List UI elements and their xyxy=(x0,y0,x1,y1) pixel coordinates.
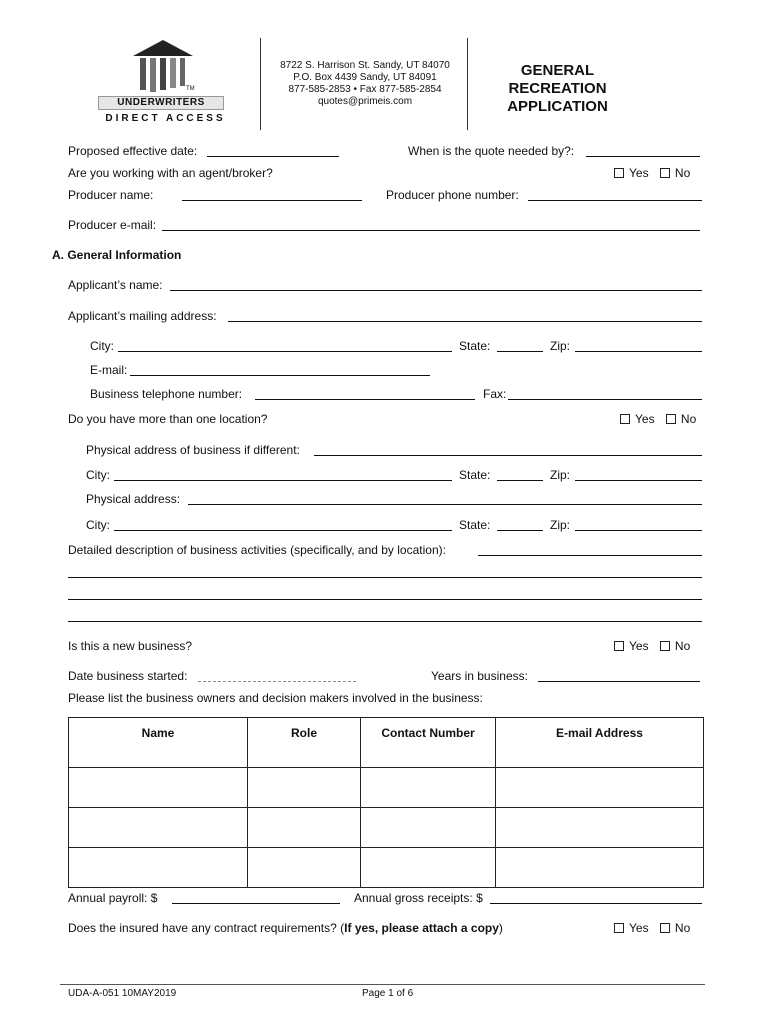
contract-yes-no xyxy=(614,921,690,935)
applicant-name-field[interactable] xyxy=(170,290,702,291)
new-business-yes-checkbox[interactable] xyxy=(614,641,624,651)
applicant-name-label: Applicant’s name: xyxy=(68,278,163,292)
table-row xyxy=(69,768,704,808)
gross-receipts-label: Annual gross receipts: $ xyxy=(354,891,483,905)
business-phone-label: Business telephone number: xyxy=(90,387,243,401)
footer-rule xyxy=(60,984,705,985)
header-divider-left xyxy=(260,38,261,130)
yes-label: Yes xyxy=(629,166,649,180)
physical-address-label: Physical address: xyxy=(86,492,181,506)
email-line: quotes@primeis.com xyxy=(317,96,413,107)
state-field[interactable] xyxy=(497,351,543,352)
contract-question xyxy=(68,921,503,935)
city-field[interactable] xyxy=(118,351,452,352)
contract-no-checkbox[interactable] xyxy=(660,923,670,933)
owner-contact-cell[interactable] xyxy=(361,848,496,888)
date-started-label: Date business started: xyxy=(68,669,188,683)
contract-attach-note: If yes, please attach a copy xyxy=(344,921,499,935)
contract-question-close: ) xyxy=(498,921,503,935)
zip-label: Zip: xyxy=(550,339,571,353)
locations-no-checkbox[interactable] xyxy=(666,414,676,424)
company-name-line2: DIRECT ACCESS xyxy=(105,113,226,124)
owners-table-header xyxy=(69,718,704,768)
annual-payroll-field[interactable] xyxy=(172,903,340,904)
header-divider-right xyxy=(467,38,468,130)
owner-role-cell[interactable] xyxy=(248,808,361,848)
city-label-2: City: xyxy=(86,468,110,482)
section-a-title: A. General Information xyxy=(52,248,182,262)
physical-if-different-field[interactable] xyxy=(314,455,702,456)
business-description-line[interactable] xyxy=(68,621,702,622)
contract-question-text: Does the insured have any contract requirements? ( xyxy=(68,921,345,935)
owners-table xyxy=(68,717,704,888)
locations-yes-no xyxy=(620,412,696,426)
column-role-header: Role xyxy=(248,718,361,768)
producer-phone-field[interactable] xyxy=(528,200,702,201)
fax-label: Fax: xyxy=(483,387,507,401)
state-label-3: State: xyxy=(459,518,491,532)
producer-name-label: Producer name: xyxy=(68,188,154,202)
column-email-header: E-mail Address xyxy=(496,718,704,768)
owner-name-cell[interactable] xyxy=(69,848,248,888)
mailing-address-label: Applicant’s mailing address: xyxy=(68,309,217,323)
no-label: No xyxy=(680,412,697,426)
yes-label: Yes xyxy=(629,639,649,653)
title-line: APPLICATION xyxy=(507,98,608,115)
yes-label: Yes xyxy=(629,921,649,935)
state-field-2[interactable] xyxy=(497,480,543,481)
new-business-yes-no xyxy=(614,639,690,653)
business-description-label: Detailed description of business activities (specifically, and by location): xyxy=(68,543,446,557)
quote-needed-label: When is the quote needed by?: xyxy=(408,144,575,158)
column-contact-header: Contact Number xyxy=(361,718,496,768)
agent-yes-checkbox[interactable] xyxy=(614,168,624,178)
new-business-no-checkbox[interactable] xyxy=(660,641,670,651)
city-label: City: xyxy=(90,339,114,353)
column-name-header: Name xyxy=(69,718,248,768)
new-business-question: Is this a new business? xyxy=(68,639,193,653)
more-locations-question: Do you have more than one location? xyxy=(68,412,268,426)
owner-name-cell[interactable] xyxy=(69,808,248,848)
locations-yes-checkbox[interactable] xyxy=(620,414,630,424)
phone-fax-line: 877-585-2853 • Fax 877-585-2854 xyxy=(288,84,442,95)
producer-name-field[interactable] xyxy=(182,200,362,201)
no-label: No xyxy=(674,166,691,180)
zip-label-2: Zip: xyxy=(550,468,571,482)
trademark: TM xyxy=(186,86,195,92)
effective-date-label: Proposed effective date: xyxy=(68,144,198,158)
zip-field[interactable] xyxy=(575,351,702,352)
city-field-3[interactable] xyxy=(114,530,452,531)
owner-email-cell[interactable] xyxy=(496,808,704,848)
email-field[interactable] xyxy=(130,375,430,376)
state-label: State: xyxy=(459,339,491,353)
page-number: Page 1 of 6 xyxy=(362,988,414,999)
fax-field[interactable] xyxy=(508,399,702,400)
table-row xyxy=(69,808,704,848)
company-logo xyxy=(88,38,248,130)
agent-question: Are you working with an agent/broker? xyxy=(68,166,273,180)
no-label: No xyxy=(674,639,691,653)
business-description-field[interactable] xyxy=(478,555,702,556)
address-line: 8722 S. Harrison St. Sandy, UT 84070 xyxy=(280,60,450,71)
owner-role-cell[interactable] xyxy=(248,848,361,888)
mailing-address-field[interactable] xyxy=(228,321,702,322)
owner-name-cell[interactable] xyxy=(69,768,248,808)
zip-field-2[interactable] xyxy=(575,480,702,481)
email-label: E-mail: xyxy=(90,363,128,377)
city-field-2[interactable] xyxy=(114,480,452,481)
title-line: GENERAL xyxy=(520,62,595,79)
address-line: P.O. Box 4439 Sandy, UT 84091 xyxy=(293,72,437,83)
company-address xyxy=(270,60,460,108)
physical-if-different-label: Physical address of business if different: xyxy=(86,443,300,457)
form-id: UDA-A-051 10MAY2019 xyxy=(68,988,177,999)
owner-contact-cell[interactable] xyxy=(361,768,496,808)
owner-email-cell[interactable] xyxy=(496,848,704,888)
state-field-3[interactable] xyxy=(497,530,543,531)
no-label: No xyxy=(674,921,691,935)
producer-email-label: Producer e-mail: xyxy=(68,218,157,232)
company-name-line1: UNDERWRITERS xyxy=(98,96,224,110)
yes-label: Yes xyxy=(635,412,655,426)
city-label-3: City: xyxy=(86,518,110,532)
owner-contact-cell[interactable] xyxy=(361,808,496,848)
quote-needed-field[interactable] xyxy=(586,156,700,157)
producer-email-field[interactable] xyxy=(162,230,700,231)
years-in-business-field[interactable] xyxy=(538,681,700,682)
title-line: RECREATION xyxy=(508,80,607,97)
business-description-line[interactable] xyxy=(68,577,702,578)
annual-payroll-label: Annual payroll: $ xyxy=(68,891,158,905)
state-label-2: State: xyxy=(459,468,491,482)
physical-address-field[interactable] xyxy=(188,504,702,505)
producer-phone-label: Producer phone number: xyxy=(386,188,519,202)
contract-yes-checkbox[interactable] xyxy=(614,923,624,933)
years-in-business-label: Years in business: xyxy=(431,669,528,683)
owner-email-cell[interactable] xyxy=(496,768,704,808)
zip-label-3: Zip: xyxy=(550,518,571,532)
business-phone-field[interactable] xyxy=(255,399,475,400)
business-description-line[interactable] xyxy=(68,599,702,600)
agent-no-checkbox[interactable] xyxy=(660,168,670,178)
date-started-field[interactable] xyxy=(198,681,356,682)
effective-date-field[interactable] xyxy=(207,156,339,157)
zip-field-3[interactable] xyxy=(575,530,702,531)
form-title xyxy=(470,62,645,116)
owner-role-cell[interactable] xyxy=(248,768,361,808)
owners-prompt: Please list the business owners and decision makers involved in the business: xyxy=(68,691,483,705)
table-row xyxy=(69,848,704,888)
gross-receipts-field[interactable] xyxy=(490,903,702,904)
agent-yes-no xyxy=(614,166,690,180)
